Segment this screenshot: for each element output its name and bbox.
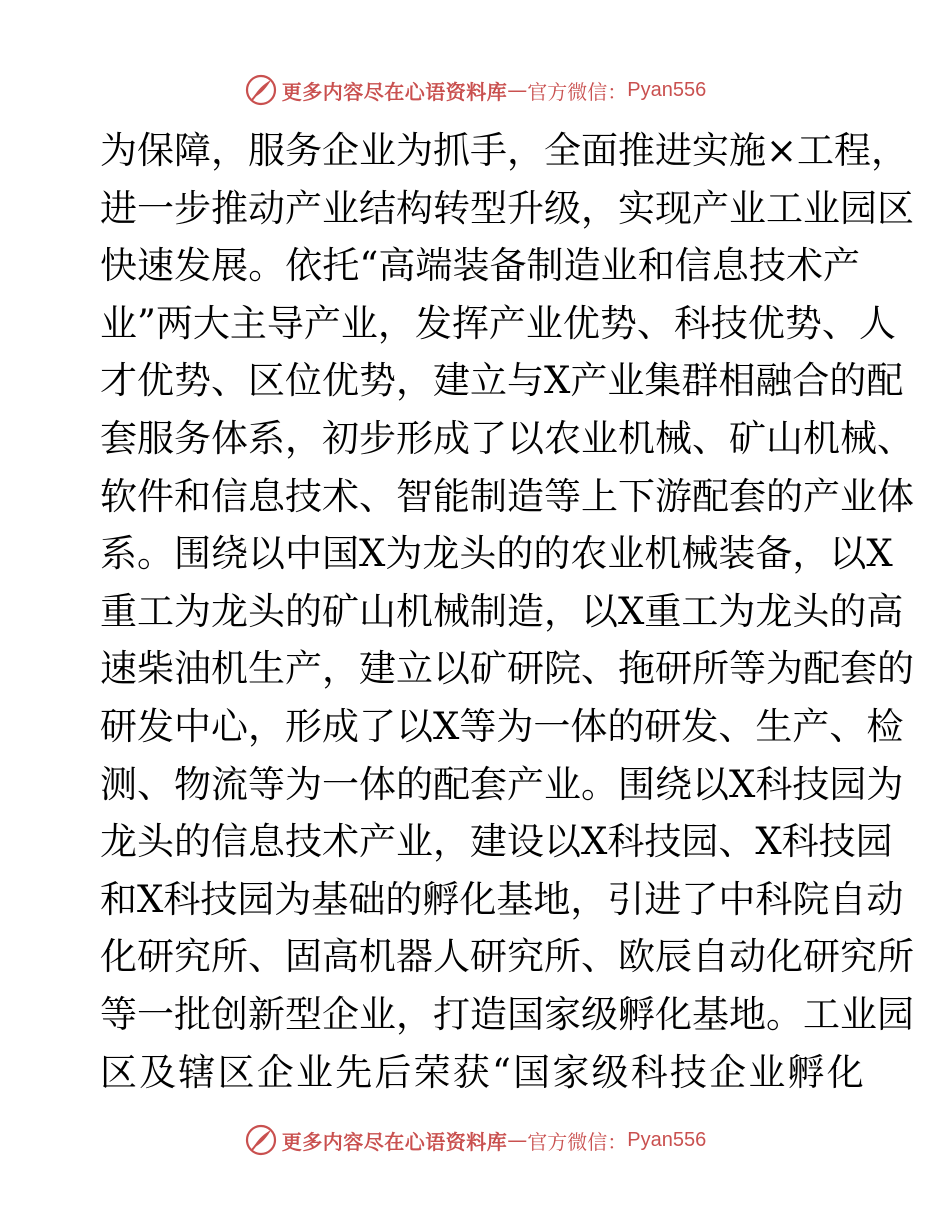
watermark-site-name: 更多内容尽在心语资料库 bbox=[281, 1129, 508, 1154]
text-line: 为保障，服务企业为抓手，全面推进实施×工程， bbox=[100, 129, 909, 172]
watermark-official-label: 官方微信： bbox=[527, 1129, 628, 1154]
watermark-official-label: 官方微信： bbox=[527, 79, 628, 104]
text-line: 软件和信息技术、智能制造等上下游配套的产业体 bbox=[100, 474, 914, 518]
quill-pen-icon bbox=[244, 73, 278, 107]
quill-pen-icon bbox=[244, 1123, 278, 1157]
text-line: 进一步推动产业结构转型升级，实现产业工业园区 bbox=[100, 186, 914, 230]
text-line: 化研究所、固高机器人研究所、欧辰自动化研究所 bbox=[100, 935, 914, 979]
header-watermark bbox=[0, 70, 950, 110]
text-line: 重工为龙头的矿山机械制造，以X重工为龙头的高 bbox=[100, 589, 904, 633]
watermark-separator: — bbox=[507, 78, 528, 102]
text-line: 系。围绕以中国X为龙头的的农业机械装备，以X bbox=[100, 532, 893, 576]
text-line: 研发中心，形成了以X等为一体的研发、生产、检 bbox=[100, 704, 904, 748]
document-body bbox=[100, 122, 914, 1101]
watermark-separator: — bbox=[507, 1128, 528, 1152]
watermark-wechat-id: Pyan556 bbox=[627, 78, 707, 101]
text-line: 速柴油机生产，建立以矿研院、拖研所等为配套的 bbox=[100, 647, 914, 691]
text-line: 测、物流等为一体的配套产业。围绕以X科技园为 bbox=[100, 762, 904, 806]
text-line: 业”两大主导产业，发挥产业优势、科技优势、人 bbox=[100, 301, 896, 345]
footer-watermark bbox=[0, 1120, 950, 1160]
text-line: 龙头的信息技术产业，建设以X科技园、X科技园 bbox=[100, 820, 893, 864]
text-line: 套服务体系，初步形成了以农业机械、矿山机械、 bbox=[100, 416, 914, 460]
text-line: 区及辖区企业先后荣获“国家级科技企业孵化 bbox=[100, 1050, 866, 1094]
text-line: 才优势、区位优势，建立与X产业集群相融合的配 bbox=[100, 359, 904, 403]
watermark-site-name: 更多内容尽在心语资料库 bbox=[281, 79, 508, 104]
text-line: 和X科技园为基础的孵化基地，引进了中科院自动 bbox=[100, 877, 904, 921]
text-line: 快速发展。依托“高端装备制造业和信息技术产 bbox=[100, 244, 860, 288]
watermark-wechat-id: Pyan556 bbox=[627, 1128, 707, 1151]
text-line: 等一批创新型企业，打造国家级孵化基地。工业园 bbox=[100, 992, 914, 1036]
